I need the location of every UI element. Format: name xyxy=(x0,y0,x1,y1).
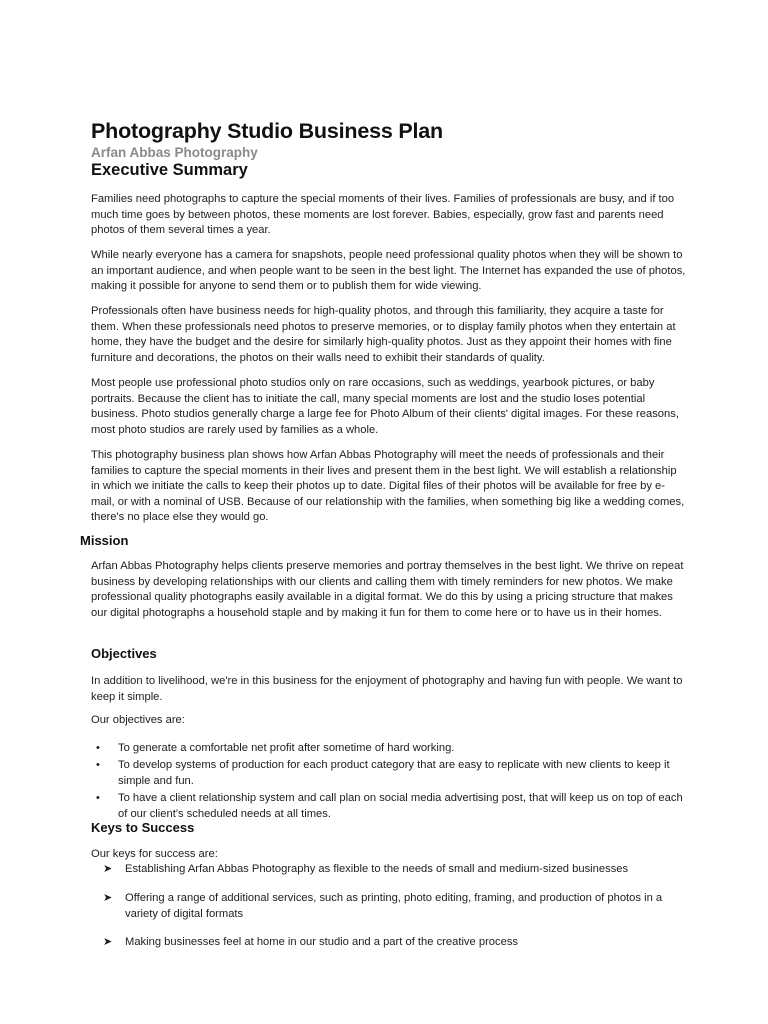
executive-summary-paragraph-5: This photography business plan shows how Arfan Abbas Photography will meet the needs of professionals and their families to capture the special moments in their lives and present them in the best light. We will establish a relationship in which we initiate the calls to keep their photos up to date. Digital files of their photos will be available for free by e-mail, or with a nominal of USB. Because of our relationship with the families, when something big like a wedding comes, there's no place else they would go. xyxy=(91,449,685,524)
keys-item-2 xyxy=(103,891,683,922)
bullet-icon: • xyxy=(96,759,100,771)
executive-summary-paragraph-2: While nearly everyone has a camera for snapshots, people need professional quality photos when they will be shown to an important audience, and when people want to be seen in the best light. The Internet has expanded the use of photos, making it possible for anyone to send them or to publish them for wide viewing. xyxy=(91,249,686,293)
objectives-item-text: To generate a comfortable net profit after sometime of hard working. xyxy=(118,742,455,754)
mission-paragraph: Arfan Abbas Photography helps clients preserve memories and portray themselves in the best light. We thrive on repeat business by developing relationships with our clients and calling them with timely reminders for new photos. We make professional quality photographs easily available in a digital format. We do this by using a pricing structure that makes our digital photographs a household staple and by making it fun for them to come here or to have us in their homes. xyxy=(91,560,684,619)
arrow-bullet-icon: ➤ xyxy=(103,863,113,875)
objectives-item-2 xyxy=(91,757,687,789)
executive-summary-heading: Executive Summary xyxy=(91,161,248,179)
objectives-heading: Objectives xyxy=(91,646,157,661)
objectives-item-text: To develop systems of production for each product category that are easy to replicate with new clients to keep it simple and fun. xyxy=(118,759,670,787)
document-title: Photography Studio Business Plan xyxy=(91,119,443,143)
keys-lead: Our keys for success are: xyxy=(91,848,218,860)
objectives-item-1 xyxy=(91,740,687,756)
objectives-item-text: To have a client relationship system and call plan on social media advertising post, that will keep us on top of each of our client's scheduled needs at all times. xyxy=(118,792,683,820)
keys-to-success-heading: Keys to Success xyxy=(91,820,195,835)
bullet-icon: • xyxy=(96,792,100,804)
executive-summary-paragraph-1: Families need photographs to capture the special moments of their lives. Families of professionals are busy, and if too much time goes by between photos, these moments are lost forever. Babies, especially, grow fast and parents need photos of them several times a year. xyxy=(91,193,675,237)
keys-item-3 xyxy=(103,935,683,951)
executive-summary-paragraph-4: Most people use professional photo studios only on rare occasions, such as weddings, yearbook pictures, or baby portraits. Because the client has to initiate the call, many special moments are lost and the studio loses potential business. Photo studios generally charge a large fee for Photo Album of their clients' digital images. For these reasons, most photo studios are rarely used by families as a whole. xyxy=(91,377,679,436)
objectives-item-3 xyxy=(91,790,687,822)
arrow-bullet-icon: ➤ xyxy=(103,936,113,948)
arrow-bullet-icon: ➤ xyxy=(103,892,113,904)
keys-item-text: Making businesses feel at home in our studio and a part of the creative process xyxy=(125,936,519,948)
keys-item-text: Offering a range of additional services, such as printing, photo editing, framing, and production of photos in a variety of digital formats xyxy=(125,892,663,920)
bullet-icon: • xyxy=(96,742,100,754)
executive-summary-paragraph-3: Professionals often have business needs for high-quality photos, and through this familiarity, they acquire a taste for them. When these professionals need photos to preserve memories, or to display family photos when they entertain at home, they have the budget and the desire for similarly high-quality photos. Just as they appoint their homes with fine furniture and decorations, the photos on their walls need to exhibit their standards of quality. xyxy=(91,305,676,364)
keys-item-1 xyxy=(103,862,683,878)
document-subtitle: Arfan Abbas Photography xyxy=(91,145,258,160)
objectives-lead: Our objectives are: xyxy=(91,714,185,726)
objectives-intro: In addition to livelihood, we're in this business for the enjoyment of photography and having fun with people. We want to keep it simple. xyxy=(91,675,683,703)
keys-item-text: Establishing Arfan Abbas Photography as flexible to the needs of small and medium-sized businesses xyxy=(125,863,629,875)
mission-heading: Mission xyxy=(80,533,129,548)
